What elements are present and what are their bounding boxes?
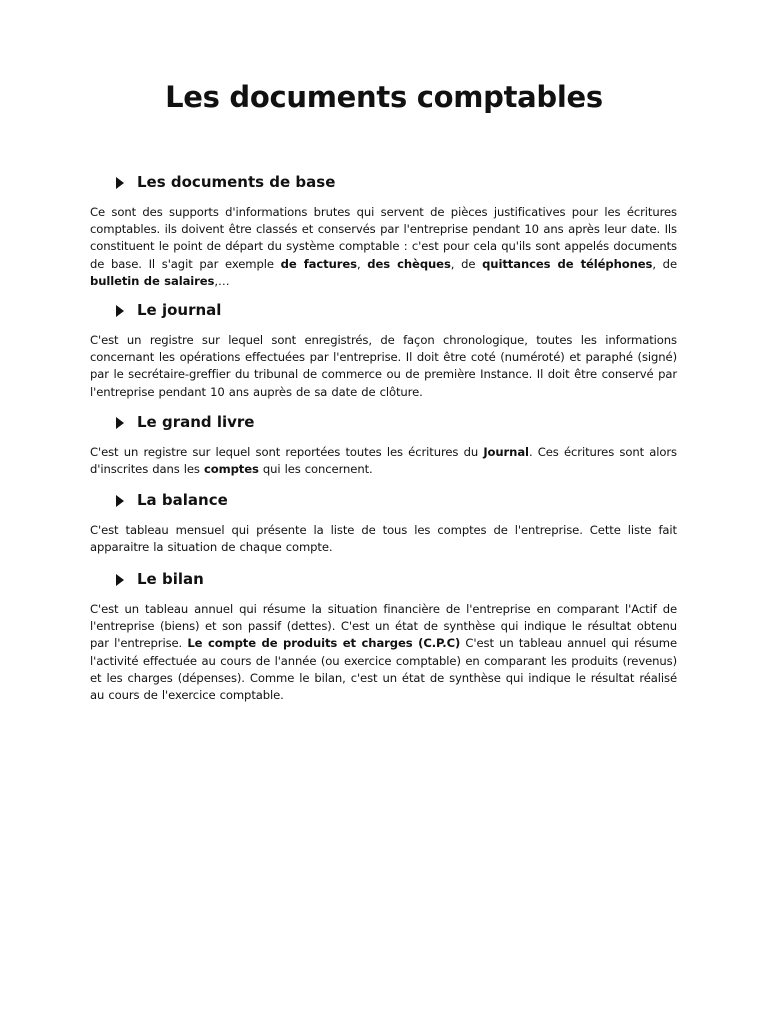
section-paragraph — [90, 444, 677, 478]
text-run: C'est un registre sur lequel sont enregistrés, de façon chronologique, toutes les informations concernant les opérations effectuées par l'entreprise. Il doit être coté (numéroté) et paraphé (signé) par le secrétaire-greffier du tribunal de commerce ou de première Instance. Il doit être conservé par l'entreprise pendant 10 ans auprès de sa date de clôture. — [90, 333, 677, 399]
text-run: . Ces écritures sont alors d'inscrites dans les — [90, 445, 677, 477]
text-run: qui les concernent. — [258, 462, 373, 477]
section-bilan — [90, 569, 677, 704]
bold-text-run: quittances de téléphones — [482, 256, 653, 271]
section-paragraph — [90, 332, 677, 401]
bold-text-run: Le compte de produits et charges (C.P.C) — [187, 636, 461, 651]
text-run: Ce sont des supports d'informations brutes qui servent de pièces justificatives pour les écritures comptables. ils doivent être classés et conservés par l'entreprise pendant 10 ans après leur date. Ils constituent le point de départ du système comptable : c'est pour cela qu'ils sont appelés documents de base. Il s'agit par exemple — [90, 205, 677, 271]
section-paragraph — [90, 204, 677, 290]
section-heading-text: Les documents de base — [137, 173, 336, 191]
section-paragraph — [90, 522, 677, 556]
bold-text-run: Journal — [483, 445, 529, 459]
triangle-bullet-icon — [116, 574, 124, 586]
section-paragraph — [90, 601, 677, 704]
bold-text-run: de factures — [280, 256, 357, 271]
bold-text-run: bulletin de salaires — [90, 273, 215, 288]
section-heading-text: La balance — [137, 491, 228, 509]
page-title: Les documents comptables — [165, 80, 603, 114]
bold-text-run: comptes — [203, 462, 259, 477]
bold-text-run: des chèques — [367, 256, 451, 271]
triangle-bullet-icon — [116, 495, 124, 507]
text-run: C'est un registre sur lequel sont reportées toutes les écritures du — [90, 445, 484, 459]
triangle-bullet-icon — [116, 305, 124, 317]
text-run: C'est un tableau annuel qui résume la situation financière de l'entreprise en comparant l'Actif de l'entreprise (biens) et son passif (dettes). C'est un état de synthèse qui indique le résultat obtenu par l'entreprise. — [90, 602, 677, 651]
triangle-bullet-icon — [116, 417, 124, 429]
text-run: C'est un tableau annuel qui résume l'activité effectuée au cours de l'année (ou exercice comptable) en comparant les produits (revenus) et les charges (dépenses). Comme le bilan, c'est un état de synthèse qui indique le résultat réalisé au cours de l'exercice comptable. — [90, 636, 677, 703]
text-run: , de — [652, 256, 677, 271]
section-balance — [90, 490, 677, 556]
section-heading-text: Le bilan — [137, 570, 204, 588]
triangle-bullet-icon — [116, 177, 124, 189]
section-heading — [90, 300, 677, 324]
section-heading — [90, 569, 677, 593]
section-heading-text: Le grand livre — [137, 413, 255, 431]
section-documents-de-base — [90, 172, 677, 290]
section-heading — [90, 412, 677, 436]
section-grand-livre — [90, 412, 677, 478]
text-run: C'est tableau mensuel qui présente la liste de tous les comptes de l'entreprise. Cette liste fait apparaitre la situation de chaque compte. — [90, 523, 677, 555]
text-run: , de — [450, 256, 483, 271]
section-heading — [90, 172, 677, 196]
section-journal — [90, 300, 677, 401]
text-run: ,… — [214, 273, 230, 288]
section-heading — [90, 490, 677, 514]
section-heading-text: Le journal — [137, 301, 222, 319]
text-run: , — [356, 256, 368, 271]
